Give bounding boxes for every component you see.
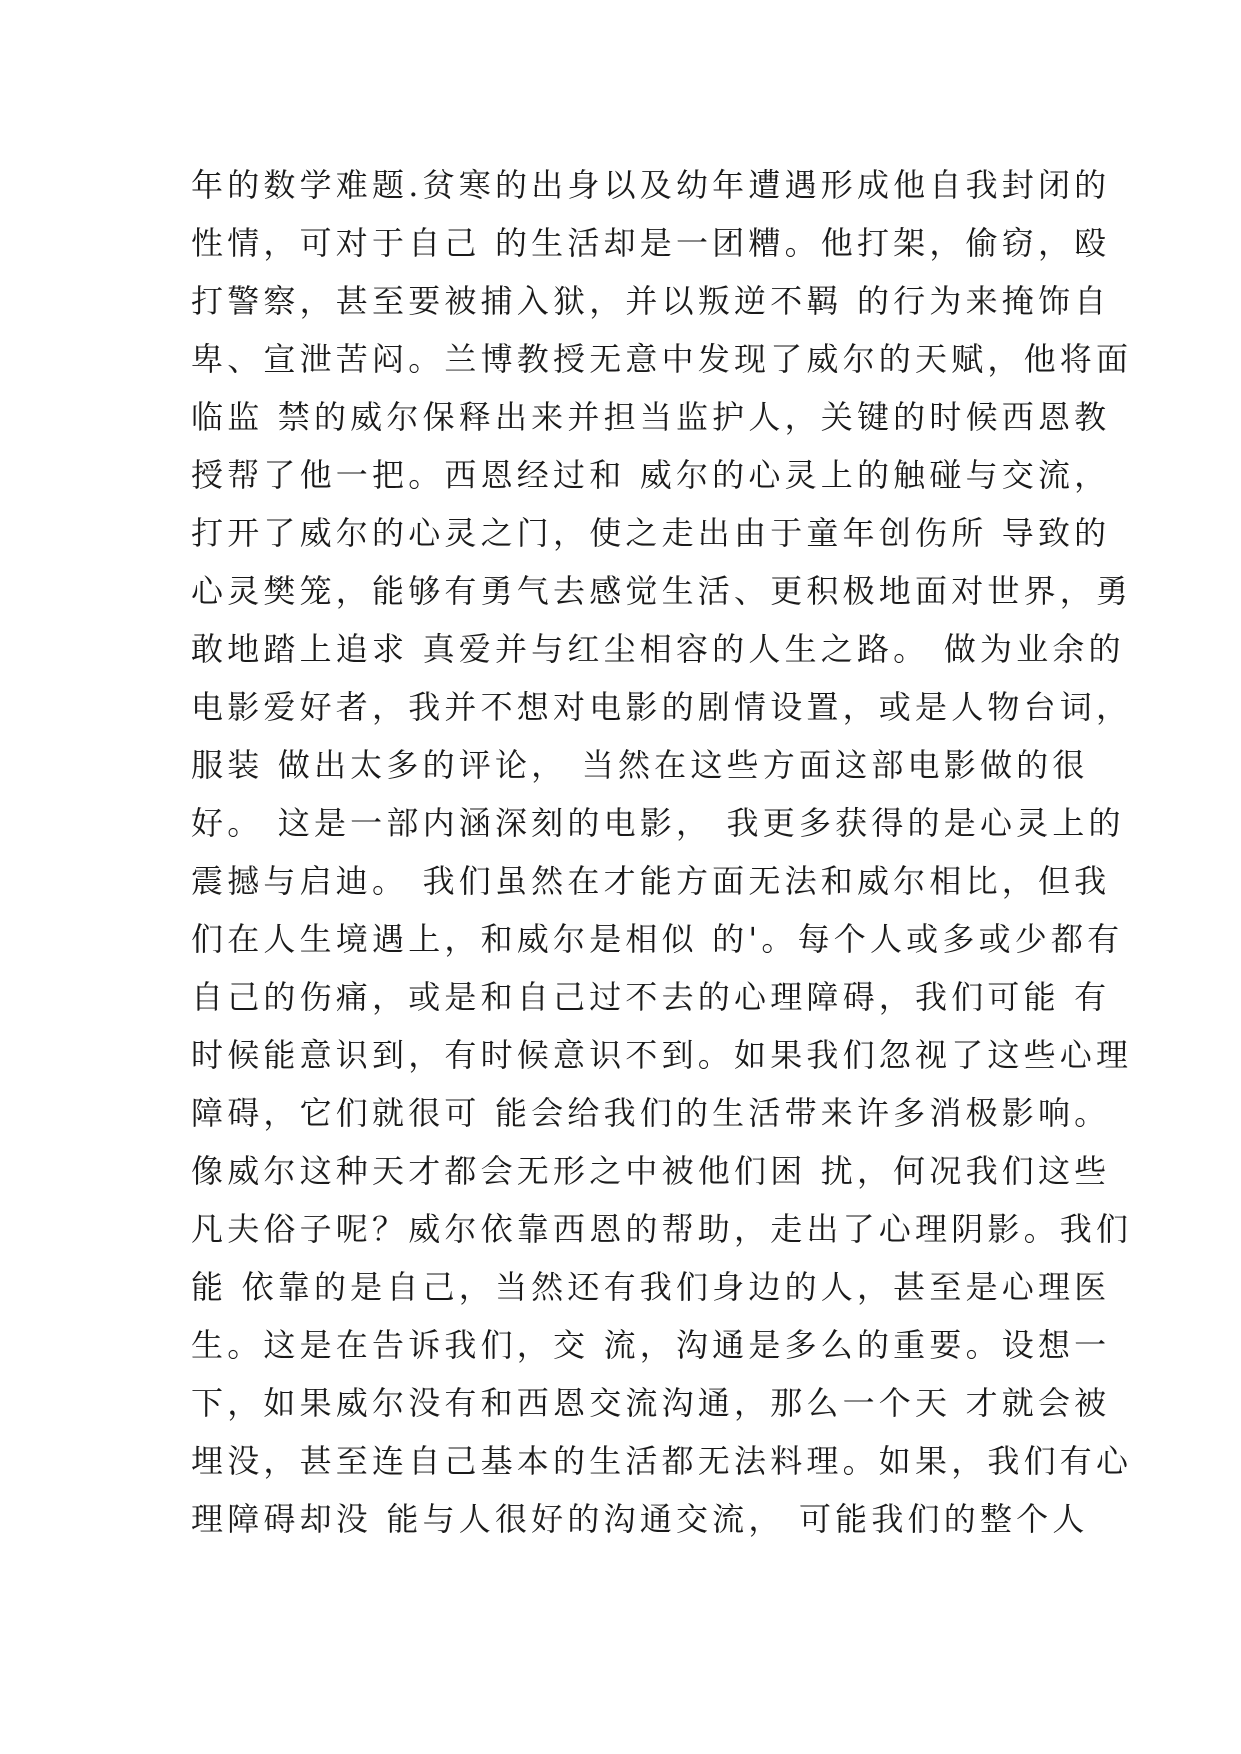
text-line: 年的数学难题.贫寒的出身以及幼年遭遇形成他自我封闭的 [191, 166, 1111, 204]
text-line: 授帮了他一把。西恩经过和 威尔的心灵上的触碰与交流， [191, 456, 1111, 494]
text-line: 震撼与启迪。 我们虽然在才能方面无法和威尔相比，但我 [191, 862, 1111, 900]
text-line: 心灵樊笼，能够有勇气去感觉生活、更积极地面对世界，勇 [191, 572, 1133, 610]
text-line: 临监 禁的威尔保释出来并担当监护人，关键的时候西恩教 [191, 398, 1111, 436]
text-line: 下，如果威尔没有和西恩交流沟通，那么一个天 才就会被 [191, 1384, 1111, 1422]
text-line: 生。这是在告诉我们，交 流，沟通是多么的重要。设想一 [191, 1326, 1111, 1364]
text-line: 凡夫俗子呢？威尔依靠西恩的帮助，走出了心理阴影。我们 [191, 1210, 1133, 1248]
body-text [191, 156, 1133, 1548]
text-line: 能 依靠的是自己，当然还有我们身边的人，甚至是心理医 [191, 1268, 1111, 1306]
text-line: 障碍，它们就很可 能会给我们的生活带来许多消极影响。 [191, 1094, 1111, 1132]
text-line: 好。 这是一部内涵深刻的电影， 我更多获得的是心灵上的 [191, 804, 1125, 842]
text-line: 敢地踏上追求 真爱并与红尘相容的人生之路。 做为业余的 [191, 630, 1125, 668]
text-line: 性情，可对于自己 的生活却是一团糟。他打架，偷窃，殴 [191, 224, 1111, 262]
text-line: 理障碍却没 能与人很好的沟通交流， 可能我们的整个人 [191, 1500, 1089, 1538]
text-line: 卑、宣泄苦闷。兰博教授无意中发现了威尔的天赋，他将面 [191, 340, 1133, 378]
text-line: 服装 做出太多的评论， 当然在这些方面这部电影做的很 [191, 746, 1089, 784]
text-line: 时候能意识到，有时候意识不到。如果我们忽视了这些心理 [191, 1036, 1133, 1074]
text-line: 们在人生境遇上，和威尔是相似 的'。每个人或多或少都有 [191, 920, 1124, 958]
text-line: 自己的伤痛，或是和自己过不去的心理障碍，我们可能 有 [191, 978, 1111, 1016]
text-line: 埋没，甚至连自己基本的生活都无法料理。如果，我们有心 [191, 1442, 1133, 1480]
text-line: 电影爱好者，我并不想对电影的剧情设置，或是人物台词， [191, 688, 1133, 726]
text-line: 像威尔这种天才都会无形之中被他们困 扰，何况我们这些 [191, 1152, 1111, 1190]
text-line: 打警察，甚至要被捕入狱，并以叛逆不羁 的行为来掩饰自 [191, 282, 1111, 320]
text-line: 打开了威尔的心灵之门，使之走出由于童年创伤所 导致的 [191, 514, 1111, 552]
